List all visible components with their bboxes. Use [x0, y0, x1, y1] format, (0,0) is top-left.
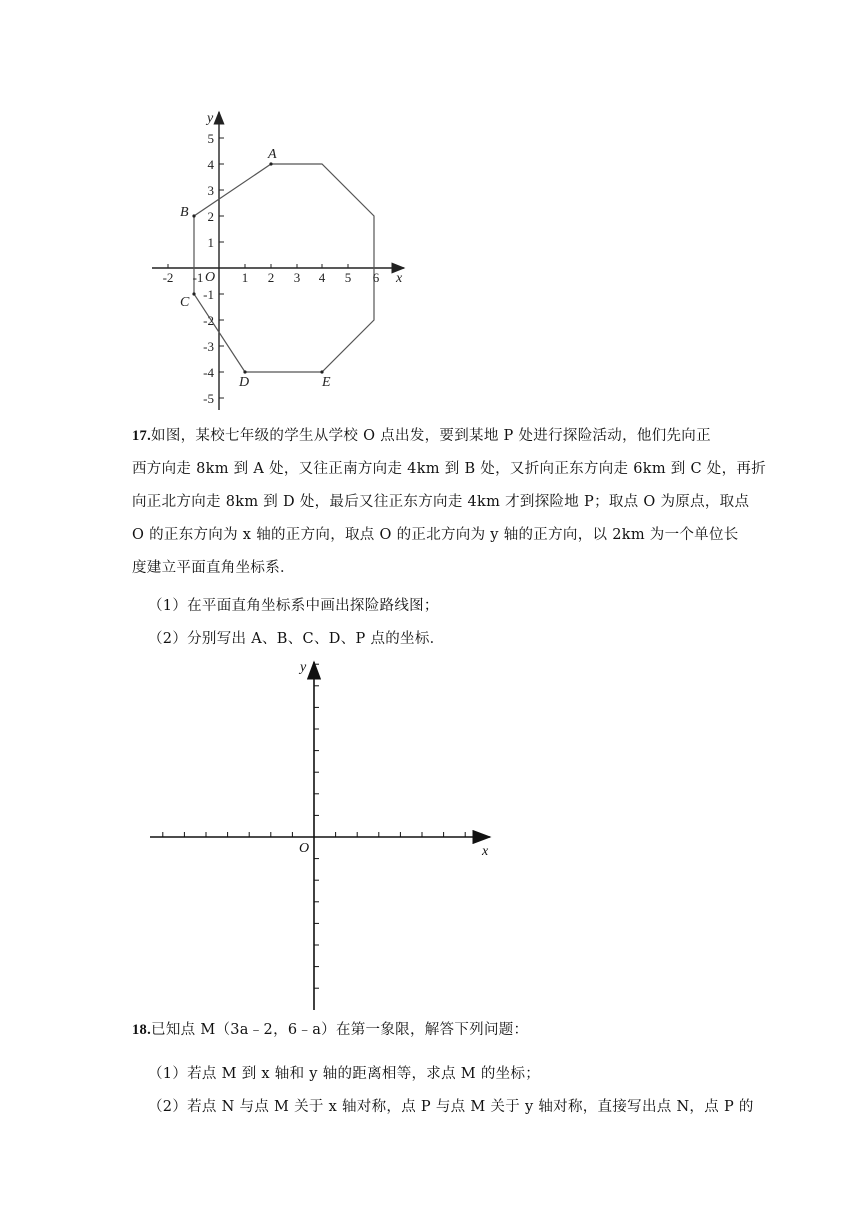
point-d-label: D — [239, 375, 250, 390]
question-17-line: 17.如图，某校七年级的学生从学校 O 点出发，要到某地 P 处进行探险活动，他们先向正 — [132, 428, 711, 444]
question-18-number: 18. — [132, 1022, 152, 1038]
x-axis-label: x — [396, 271, 403, 286]
y-tick-label: 1 — [207, 235, 214, 250]
y-tick-label: 5 — [207, 131, 214, 146]
point-e — [320, 370, 323, 373]
x-tick-label: -2 — [162, 270, 174, 285]
question-17-text — [132, 420, 767, 585]
x-tick-label: 1 — [241, 270, 249, 285]
y-tick-label: 4 — [207, 157, 214, 172]
question-17-line: 度建立平面直角坐标系． — [132, 560, 295, 576]
question-17-part-1: （1）在平面直角坐标系中画出探险路线图； — [148, 598, 439, 614]
point-a-label: A — [268, 147, 277, 162]
question-18-part-2: （2）若点 N 与点 M 关于 x 轴对称，点 P 与点 M 关于 y 轴对称，直接写出点 N，点 P 的 — [148, 1099, 754, 1115]
point-e-label: E — [322, 375, 331, 390]
y-tick-label: -1 — [203, 287, 214, 302]
y-tick-label: -3 — [203, 339, 214, 354]
x-tick-label: 5 — [344, 270, 352, 285]
y-tick-label: -4 — [203, 365, 214, 380]
question-17-part-2: （2）分别写出 A、B、C、D、P 点的坐标． — [148, 631, 445, 647]
point-b — [192, 214, 195, 217]
question-17-number: 17. — [132, 428, 152, 444]
origin-label: O — [299, 841, 310, 856]
point-c-label: C — [180, 295, 190, 310]
x-axis-label: x — [482, 844, 489, 859]
y-tick-label: -5 — [203, 391, 214, 406]
figure-blank-coordinate-plane — [140, 655, 500, 1015]
y-axis-label: y — [207, 111, 214, 126]
y-tick-label: -2 — [203, 313, 214, 328]
question-17-line: 西方向走 8km 到 A 处，又往正南方向走 4km 到 B 处，又折向正东方向走 6km 到 C 处，再折 — [132, 461, 767, 477]
point-d — [243, 370, 246, 373]
point-c — [192, 292, 195, 295]
x-tick-label: 6 — [372, 270, 380, 285]
y-tick-label: 2 — [207, 209, 214, 224]
figure-octagon-coordinate-plane — [140, 100, 420, 420]
question-18-text — [132, 1014, 732, 1047]
point-b-label: B — [180, 205, 189, 220]
point-a — [269, 162, 272, 165]
y-axis-label: y — [300, 660, 307, 675]
x-tick-label: 4 — [318, 270, 326, 285]
x-tick-label: 3 — [293, 270, 301, 285]
question-17-line: 向正北方向走 8km 到 D 处，最后又往正东方向走 4km 才到探险地 P；取点 O 为原点，取点 — [132, 494, 750, 510]
question-17-line: O 的正东方向为 x 轴的正方向，取点 O 的正北方向为 y 轴的正方向，以 2km 为一个单位长 — [132, 527, 739, 543]
question-18-line: 18.已知点 M（3a﹣2，6﹣a）在第一象限，解答下列问题： — [132, 1022, 529, 1038]
y-tick-label: 3 — [207, 183, 214, 198]
x-tick-label: -1 — [192, 270, 204, 285]
x-tick-label: 2 — [267, 270, 275, 285]
origin-label: O — [205, 270, 216, 285]
question-18-part-1: （1）若点 M 到 x 轴和 y 轴的距离相等，求点 M 的坐标； — [148, 1066, 541, 1082]
